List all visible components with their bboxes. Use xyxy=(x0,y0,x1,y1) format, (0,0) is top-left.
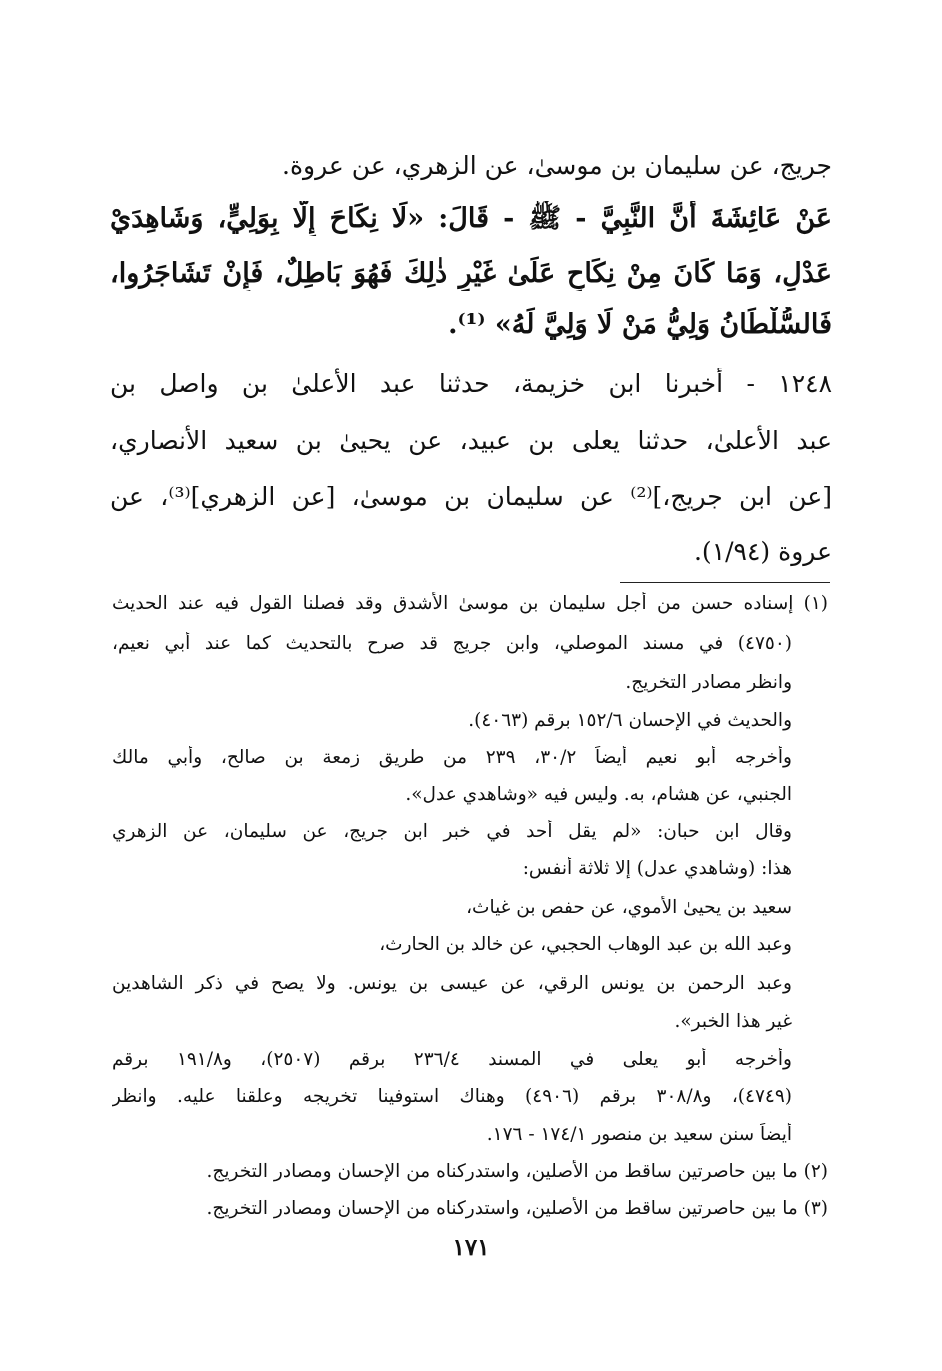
paragraph-line-3: [عن ابن جريج،]⁽²⁾ عن سليمان بن موسىٰ، [عن الزهري]⁽³⁾، عن xyxy=(110,482,832,511)
footnote-1-line-14: (٤٧٤٩)، و٣٠٨/٨ برقم (٤٩٠٦) وهناك استوفينا تخريجه وعلقنا عليه. وانظر xyxy=(112,1086,792,1107)
paragraph-line-4: عروة (١/٩٤). xyxy=(693,537,832,566)
footnote-3: (٣) ما بين حاصرتين ساقط من الأصلين، واستدركناه من الإحسان ومصادر التخريج. xyxy=(206,1198,828,1219)
footnote-1-line-9: سعيد بن يحيىٰ الأموي، عن حفص بن غياث، xyxy=(466,897,792,918)
footnote-1-line-8: هذا: (وشاهدي عدل) إلا ثلاثة أنفس: xyxy=(522,858,792,879)
paragraph-line-2: عبد الأعلىٰ، حدثنا يعلى بن عبيد، عن يحيىٰ بن سعيد الأنصاري، xyxy=(110,426,832,455)
paragraph-line-1: ١٢٤٨ - أخبرنا ابن خزيمة، حدثنا عبد الأعلىٰ بن واصل بن xyxy=(110,369,832,398)
hadith-line-2: عَدْلٍ، وَمَا كَانَ مِنْ نِكَاحٍ عَلَىٰ غَيْرِ ذٰلِكَ فَهُوَ بَاطِلٌ، فَإِنْ تَشَاجَرُوا، xyxy=(110,258,832,289)
footnote-1-line-1: (١) إسناده حسن من أجل سليمان بن موسىٰ الأشدق وقد فصلنا القول فيه عند الحديث xyxy=(112,593,828,614)
hadith-line-1: عَنْ عَائِشَةَ أَنَّ النَّبِيَّ - ﷺ - قَالَ: «لَا نِكَاحَ إِلَّا بِوَلِيٍّ، وَشَاهِدَيْ xyxy=(110,203,832,234)
footnote-1-line-7: وقال ابن حبان: «لم يقل أحد في خبر ابن جريج، عن سليمان، عن الزهري xyxy=(112,821,792,842)
footnote-1-line-15: أيضاً سنن سعيد بن منصور ١٧٤/١ - ١٧٦. xyxy=(486,1124,792,1145)
footnote-1-line-6: الجنبي، عن هشام، به. وليس فيه «وشاهدي عدل». xyxy=(405,784,792,805)
footnote-2: (٢) ما بين حاصرتين ساقط من الأصلين، واستدركناه من الإحسان ومصادر التخريج. xyxy=(206,1161,828,1182)
page-number: ١٧١ xyxy=(452,1234,490,1261)
footnote-separator xyxy=(620,582,830,583)
footnote-1-line-12: غير هذا الخبر». xyxy=(674,1011,792,1032)
footnote-1-line-2: (٤٧٥٠) في مسند الموصلي، وابن جريج قد صرح بالتحديث كما عند أبي نعيم، xyxy=(112,633,792,654)
footnote-1-line-11: وعبد الرحمن بن يونس الرقي، عن عيسى بن يونس. ولا يصح في ذكر الشاهدين xyxy=(112,973,792,994)
footnote-1-line-13: وأخرجه أبو يعلى في المسند ٢٣٦/٤ برقم (٢٥٠٧)، و١٩١/٨ برقم xyxy=(112,1049,792,1070)
main-text-line-1: جريج، عن سليمان بن موسىٰ، عن الزهري، عن عروة. xyxy=(282,151,832,180)
footnote-1-line-4: والحديث في الإحسان ١٥٢/٦ برقم (٤٠٦٣). xyxy=(468,710,792,731)
footnote-1-line-10: وعبد الله بن عبد الوهاب الحجبي، عن خالد بن الحارث، xyxy=(379,934,792,955)
footnote-1-line-3: وانظر مصادر التخريج. xyxy=(625,672,792,693)
hadith-line-3: فَالسُّلْطَانُ وَلِيُّ مَنْ لَا وَلِيَّ لَهُ» ⁽¹⁾. xyxy=(448,309,832,340)
footnote-1-line-5: وأخرجه أبو نعيم أيضاً ٣٠/٢، ٢٣٩ من طريق زمعة بن صالح، وأبي مالك xyxy=(112,747,792,768)
